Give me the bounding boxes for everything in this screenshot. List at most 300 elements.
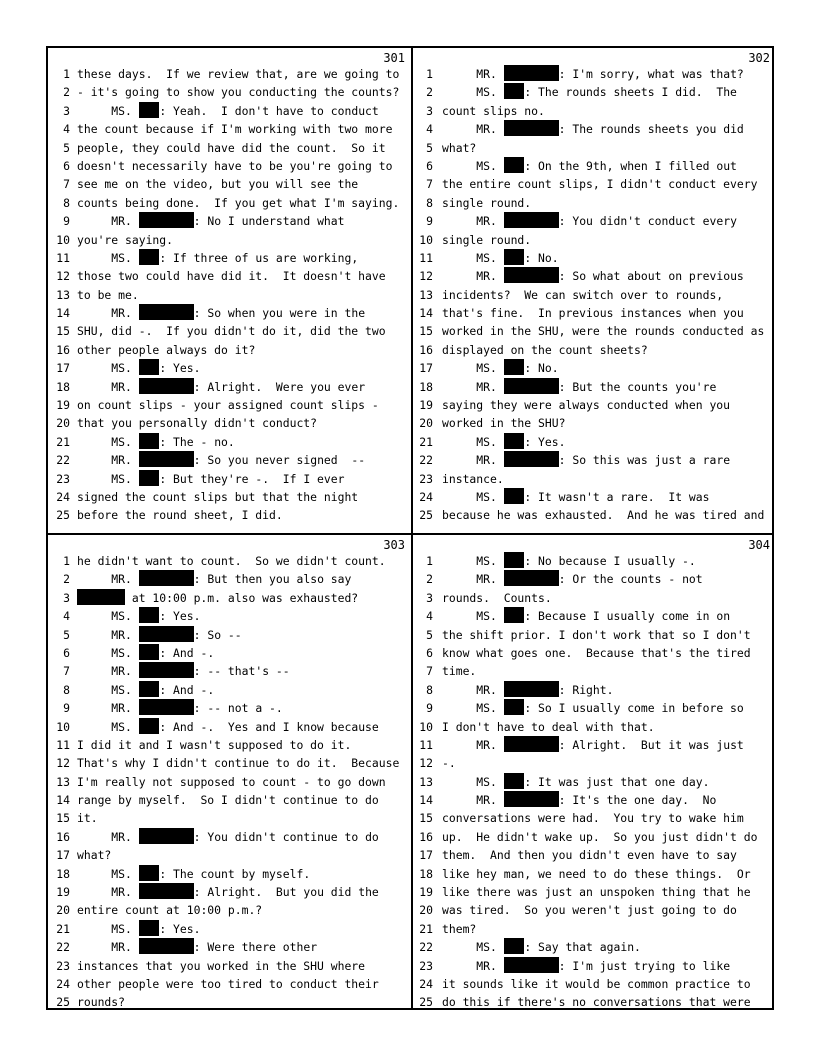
text-segment: that you personally didn't conduct? [77, 416, 318, 431]
line-number: 15 [56, 811, 70, 826]
line-text [77, 65, 399, 83]
line-number: 3 [426, 590, 433, 605]
transcript-line [48, 102, 407, 120]
line-number: 16 [56, 342, 70, 357]
line-number: 3 [63, 103, 70, 118]
line-number: 1 [63, 554, 70, 568]
line-number: 5 [426, 140, 433, 155]
line-text [77, 139, 386, 157]
transcript-line [413, 883, 772, 901]
transcript-line [413, 102, 772, 120]
line-text [77, 451, 365, 469]
transcript-line [48, 267, 407, 285]
line-number: 10 [419, 719, 433, 734]
line-text [77, 157, 392, 175]
text-segment: MS. [442, 158, 504, 173]
text-segment: you're saying. [77, 232, 174, 247]
redaction-block [504, 359, 525, 375]
text-segment: the count because if I'm working with two more [77, 122, 393, 137]
transcript-line [48, 883, 407, 901]
line-number: 22 [56, 940, 70, 955]
line-number: 6 [63, 158, 70, 173]
text-segment: MR. [77, 664, 139, 679]
line-number: 10 [419, 232, 433, 247]
line-text [442, 809, 744, 827]
line-text [442, 754, 456, 772]
line-number: 24 [56, 976, 70, 991]
redaction-block [504, 681, 559, 697]
redaction-block [139, 470, 160, 486]
transcript-line [413, 414, 772, 432]
transcript-line [48, 451, 407, 469]
transcript-line [413, 901, 772, 919]
line-number: 20 [56, 416, 70, 431]
line-text [77, 267, 386, 285]
redaction-block [139, 644, 160, 660]
line-number: 24 [419, 489, 433, 504]
line-text [77, 773, 386, 791]
redaction-block [504, 157, 525, 173]
line-number: 20 [419, 903, 433, 918]
line-text [77, 286, 139, 304]
line-text [77, 194, 399, 212]
transcript-page [48, 48, 411, 533]
text-segment: MS. [442, 434, 504, 449]
redaction-block [139, 359, 160, 375]
transcript-line [413, 662, 772, 680]
line-text [442, 451, 730, 469]
text-segment: I did it and I wasn't supposed to do it. [77, 737, 352, 752]
line-text [77, 920, 200, 938]
text-segment: : The rounds sheets you did [558, 122, 744, 137]
text-segment: SHU, did -. If you didn't do it, did the two [77, 324, 386, 339]
redaction-block [139, 304, 194, 320]
transcript-line [48, 993, 407, 1011]
line-number: 15 [419, 324, 433, 339]
line-number: 16 [419, 829, 433, 844]
line-text [442, 773, 710, 791]
text-segment: on count slips - your assigned count slips - [77, 398, 379, 413]
line-number: 3 [63, 590, 70, 605]
text-segment: MS. [442, 609, 504, 624]
line-number: 8 [426, 195, 433, 210]
line-number: 18 [56, 379, 70, 394]
line-number: 7 [426, 177, 433, 192]
line-number: 2 [63, 572, 70, 587]
redaction-block [139, 920, 160, 936]
transcript-line [413, 938, 772, 956]
text-segment: : But they're -. If I ever [159, 471, 345, 486]
text-segment: MS. [77, 361, 139, 376]
text-segment: instances that you worked in the SHU where [77, 958, 366, 973]
text-segment: MR. [77, 701, 139, 716]
text-segment: : Yes. [159, 361, 201, 376]
line-number: 19 [419, 398, 433, 413]
text-segment: at 10:00 p.m. also was exhausted? [125, 590, 359, 605]
text-segment: counts being done. If you get what I'm saying. [77, 195, 400, 210]
line-text [77, 341, 255, 359]
transcript-line [413, 993, 772, 1011]
line-text [442, 139, 476, 157]
text-segment: : You didn't continue to do [193, 829, 379, 844]
line-text [442, 957, 730, 975]
line-number: 23 [56, 958, 70, 973]
line-number: 11 [56, 737, 70, 752]
line-text [77, 883, 379, 901]
line-number: 11 [419, 250, 433, 265]
line-text [442, 83, 737, 101]
text-segment: : -- that's -- [193, 664, 290, 679]
line-text [77, 304, 365, 322]
line-text [442, 194, 531, 212]
line-number: 5 [63, 627, 70, 642]
line-text [442, 626, 751, 644]
transcript-line [413, 359, 772, 377]
transcript-line [48, 341, 407, 359]
line-number: 9 [426, 701, 433, 716]
transcript-line [48, 975, 407, 993]
redaction-block [504, 83, 525, 99]
text-segment: the entire count slips, I didn't conduct every [442, 177, 758, 192]
line-number: 21 [419, 921, 433, 936]
line-number: 17 [56, 361, 70, 376]
text-segment: That's why I didn't continue to do it. Because [77, 756, 400, 771]
text-segment: displayed on the count sheets? [442, 342, 648, 357]
transcript-line [48, 773, 407, 791]
line-number: 4 [426, 609, 433, 624]
text-segment: : Yeah. I don't have to conduct [159, 103, 379, 118]
redaction-block [139, 451, 194, 467]
text-segment: what? [442, 140, 477, 155]
redaction-block [139, 212, 194, 228]
line-number: 14 [56, 306, 70, 321]
redaction-block [504, 791, 559, 807]
transcript-line [413, 865, 772, 883]
transcript-line [413, 267, 772, 285]
transcript-line [48, 736, 407, 754]
line-number: 9 [63, 701, 70, 716]
text-segment: MS. [77, 609, 139, 624]
transcript-line [48, 231, 407, 249]
text-segment: incidents? We can switch over to rounds, [442, 287, 724, 302]
transcript-line [48, 433, 407, 451]
line-number: 13 [419, 287, 433, 302]
line-number: 13 [419, 774, 433, 789]
text-segment: : So you never signed -- [193, 453, 366, 468]
line-text [442, 414, 565, 432]
line-text [77, 993, 125, 1011]
line-text [442, 359, 559, 377]
text-segment: : Yes. [159, 921, 201, 936]
redaction-block [139, 828, 194, 844]
text-segment: : Or the counts - not [558, 572, 703, 587]
text-segment: was tired. So you weren't just going to do [442, 903, 737, 918]
line-number: 4 [63, 122, 70, 137]
line-text [77, 809, 98, 827]
transcript-line [48, 414, 407, 432]
redaction-block [504, 699, 525, 715]
line-number: 2 [426, 85, 433, 100]
line-text [77, 83, 399, 101]
line-number: 1 [63, 67, 70, 81]
line-text [442, 699, 744, 717]
transcript-line [48, 846, 407, 864]
text-segment: : And -. Yes and I know because [159, 719, 379, 734]
line-number: 9 [426, 214, 433, 229]
text-segment: conversations were had. You try to wake him [442, 811, 744, 826]
transcript-line [413, 139, 772, 157]
line-number: 9 [63, 214, 70, 229]
line-text [77, 681, 214, 699]
transcript-lines [48, 65, 407, 525]
transcript-page [413, 48, 776, 533]
line-number: 8 [63, 682, 70, 697]
line-number: 14 [56, 793, 70, 808]
transcript-lines [413, 65, 772, 525]
transcript-line [413, 736, 772, 754]
redaction-block [504, 65, 559, 81]
line-text [77, 470, 345, 488]
text-segment: rounds? [77, 995, 126, 1010]
transcript-line [48, 957, 407, 975]
line-text [77, 975, 379, 993]
transcript-line [413, 920, 772, 938]
transcript-line [48, 249, 407, 267]
transcript-page [413, 535, 776, 1020]
redaction-block [504, 451, 559, 467]
transcript-line [413, 83, 772, 101]
line-text [77, 626, 242, 644]
line-number: 14 [419, 793, 433, 808]
line-text [442, 993, 751, 1011]
text-segment: MR. [77, 379, 139, 394]
text-segment: : The rounds sheets I did. The [524, 85, 737, 100]
transcript-line [413, 957, 772, 975]
transcript-line [48, 378, 407, 396]
redaction-block [139, 681, 160, 697]
transcript-line [48, 681, 407, 699]
line-text [442, 975, 751, 993]
transcript-line [413, 607, 772, 625]
text-segment: : It wasn't a rare. It was [524, 489, 710, 504]
redaction-block [139, 607, 160, 623]
text-segment: other people always do it? [77, 342, 256, 357]
line-text [442, 304, 744, 322]
transcript-line [413, 975, 772, 993]
line-text [442, 470, 504, 488]
redaction-block [504, 120, 559, 136]
transcript-line [48, 920, 407, 938]
line-number: 17 [419, 848, 433, 863]
redaction-block [504, 938, 525, 954]
text-segment: MS. [77, 719, 139, 734]
line-number: 18 [56, 866, 70, 881]
text-segment: : Alright. Were you ever [193, 379, 366, 394]
line-number: 8 [426, 682, 433, 697]
line-number: 19 [56, 885, 70, 900]
transcript-lines [48, 552, 407, 1012]
line-text [77, 938, 317, 956]
transcript-line [48, 65, 407, 83]
text-segment: MR. [442, 269, 504, 284]
line-text [442, 506, 764, 524]
line-text [77, 699, 283, 717]
page-number: 303 [383, 538, 405, 552]
text-segment: -. [442, 756, 456, 771]
redaction-block [504, 267, 559, 283]
line-number: 21 [56, 434, 70, 449]
text-segment: MS. [442, 361, 504, 376]
line-number: 4 [426, 122, 433, 137]
transcript-line [48, 488, 407, 506]
line-text [442, 644, 751, 662]
transcript-line [413, 322, 772, 340]
transcript-line [48, 662, 407, 680]
line-text [77, 846, 111, 864]
line-text [77, 414, 317, 432]
line-number: 12 [419, 756, 433, 771]
vertical-divider [411, 48, 413, 1008]
transcript-line [413, 341, 772, 359]
text-segment: MS. [442, 85, 504, 100]
line-number: 22 [56, 453, 70, 468]
line-text [77, 589, 358, 607]
text-segment: MS. [442, 774, 504, 789]
redaction-block [504, 957, 559, 973]
text-segment: MS. [77, 866, 139, 881]
text-segment: : Say that again. [524, 940, 641, 955]
text-segment: MS. [77, 645, 139, 660]
line-text [77, 736, 351, 754]
text-segment: count slips no. [442, 103, 545, 118]
line-number: 21 [56, 921, 70, 936]
line-number: 19 [56, 398, 70, 413]
text-segment: : So what about on previous [558, 269, 744, 284]
line-text [442, 920, 476, 938]
line-text [442, 736, 744, 754]
page-number: 304 [748, 538, 770, 552]
transcript-line [413, 157, 772, 175]
transcript-line [413, 231, 772, 249]
line-number: 5 [426, 627, 433, 642]
redaction-block [139, 570, 194, 586]
line-number: 13 [56, 774, 70, 789]
text-segment: : And -. [159, 682, 215, 697]
line-number: 7 [63, 664, 70, 679]
transcript-line [413, 212, 772, 230]
redaction-block [504, 433, 525, 449]
transcript-line [48, 396, 407, 414]
line-text [442, 901, 737, 919]
transcript-line [48, 470, 407, 488]
transcript-line [48, 506, 407, 524]
text-segment: : Alright. But it was just [558, 737, 744, 752]
text-segment: : But the counts you're [558, 379, 717, 394]
redaction-block [139, 699, 194, 715]
text-segment: like there was just an unspoken thing that he [442, 885, 751, 900]
text-segment: MS. [77, 103, 139, 118]
line-number: 22 [419, 453, 433, 468]
transcript-line [48, 699, 407, 717]
text-segment: MR. [442, 67, 504, 81]
text-segment: : The - no. [159, 434, 235, 449]
transcript-line [48, 83, 407, 101]
line-text [442, 341, 648, 359]
text-segment: see me on the video, but you will see the [77, 177, 359, 192]
line-text [442, 589, 552, 607]
text-segment: : No. [524, 250, 559, 265]
text-segment: MR. [77, 214, 139, 229]
text-segment: the shift prior. I don't work that so I don't [442, 627, 751, 642]
line-text [442, 378, 716, 396]
line-number: 13 [56, 287, 70, 302]
redaction-block [139, 626, 194, 642]
transcript-line [413, 773, 772, 791]
line-text [77, 570, 351, 588]
text-segment: MS. [77, 250, 139, 265]
text-segment: : On the 9th, when I filled out [524, 158, 737, 173]
line-number: 25 [56, 995, 70, 1010]
redaction-block [139, 378, 194, 394]
redaction-block [139, 865, 160, 881]
text-segment: : And -. [159, 645, 215, 660]
transcript-line [48, 809, 407, 827]
line-number: 3 [426, 103, 433, 118]
text-segment: worked in the SHU? [442, 416, 566, 431]
line-text [442, 662, 476, 680]
line-text [77, 754, 399, 772]
line-number: 1 [426, 554, 433, 568]
transcript-line [48, 754, 407, 772]
text-segment: to be me. [77, 287, 139, 302]
line-text [77, 396, 379, 414]
transcript-line [413, 249, 772, 267]
text-segment: : The count by myself. [159, 866, 311, 881]
line-number: 15 [56, 324, 70, 339]
line-number: 2 [426, 572, 433, 587]
transcript-line [48, 828, 407, 846]
line-text [77, 249, 358, 267]
text-segment: MR. [77, 940, 139, 955]
transcript-line [48, 570, 407, 588]
transcript-line [413, 506, 772, 524]
line-number: 19 [419, 885, 433, 900]
text-segment: that's fine. In previous instances when you [442, 306, 744, 321]
transcript-line [413, 286, 772, 304]
transcript-line [413, 754, 772, 772]
transcript-line [48, 644, 407, 662]
text-segment: MS. [77, 434, 139, 449]
text-segment: : Right. [558, 682, 614, 697]
redaction-block [77, 589, 125, 605]
line-number: 7 [63, 177, 70, 192]
text-segment: : It's the one day. No [558, 793, 717, 808]
transcript-page [48, 535, 411, 1020]
transcript-line [413, 718, 772, 736]
line-text [77, 718, 379, 736]
text-segment: MR. [442, 682, 504, 697]
text-segment: MR. [77, 572, 139, 587]
line-number: 12 [419, 269, 433, 284]
line-text [442, 865, 751, 883]
text-segment: saying they were always conducted when you [442, 398, 731, 413]
redaction-block [504, 736, 559, 752]
line-text [442, 570, 703, 588]
line-text [442, 120, 744, 138]
line-text [442, 322, 764, 340]
transcript-line [48, 139, 407, 157]
line-text [442, 883, 751, 901]
